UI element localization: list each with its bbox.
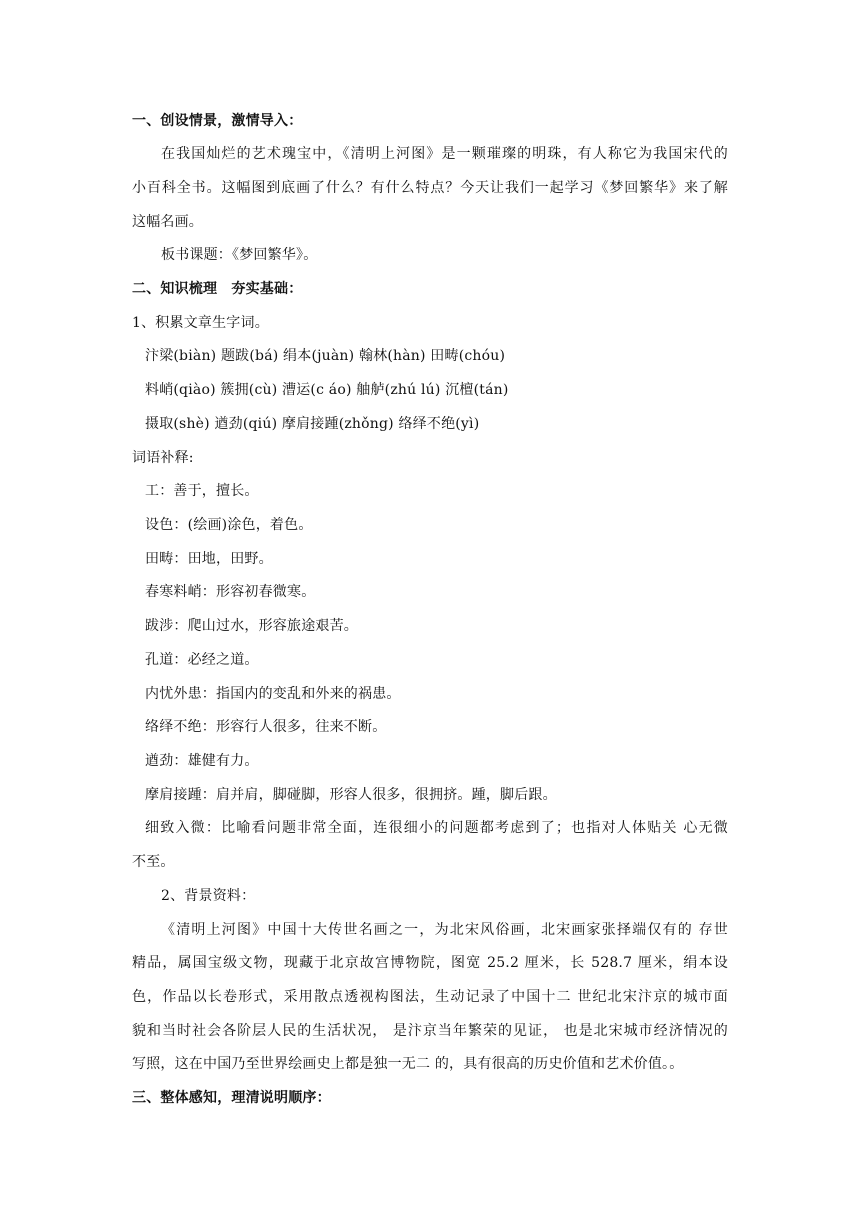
definition-item: 遒劲：雄健有力。: [145, 753, 259, 769]
section-1-heading: 一、创设情景，激情导入：: [132, 113, 303, 129]
detail-definition-line-1: 细致入微：比喻看问题非常全面，连很细小的问题都考虑到了；也指对人体贴关 心无微: [145, 820, 728, 836]
background-paragraph-line-5: 写照，这在中国乃至世界绘画史上都是独一无二 的，具有很高的历史价值和艺术价值。。: [132, 1056, 684, 1072]
vocabulary-line-1: 汴梁(biàn) 题跋(bá) 绢本(juàn) 翰林(hàn) 田畴(chóu): [145, 348, 506, 364]
vocabulary-line-2: 料峭(qiào) 簇拥(cù) 漕运(c áo) 舳舻(zhú lú) 沉檀(tán): [145, 382, 509, 398]
supplement-label: 词语补释:: [132, 450, 194, 466]
subsection-background-title: 2、背景资料：: [161, 888, 256, 904]
board-title-line: 板书课题：《梦回繁华》。: [161, 247, 318, 263]
detail-definition-line-2: 不至。: [132, 854, 175, 870]
intro-paragraph-line-1: 在我国灿烂的艺术瑰宝中，《清明上河图》是一颗璀璨的明珠，有人称它为我国宋代的: [161, 146, 728, 162]
background-paragraph-line-4: 貌和当时社会各阶层人民的生活状况， 是汴京当年繁荣的见证， 也是北宋城市经济情况的: [132, 1023, 728, 1039]
definition-item: 摩肩接踵：肩并肩，脚碰脚，形容人很多，很拥挤。踵，脚后跟。: [145, 787, 557, 803]
background-paragraph-line-1: 《清明上河图》中国十大传世名画之一，为北宋风俗画，北宋画家张择端仅有的 存世: [161, 922, 728, 938]
definition-item: 络绎不绝：形容行人很多，往来不断。: [145, 719, 387, 735]
section-2-heading: 二、知识梳理 夯实基础：: [132, 281, 303, 297]
definition-item: 设色：(绘画)涂色，着色。: [145, 517, 313, 533]
definition-item: 田畴：田地，田野。: [145, 551, 273, 567]
definition-item: 工：善于，擅长。: [145, 483, 259, 499]
intro-paragraph-line-2: 小百科全书。这幅图到底画了什么？有什么特点？今天让我们一起学习《梦回繁华》来了解: [132, 180, 728, 196]
background-paragraph-line-2: 精品，属国宝级文物，现藏于北京故宫博物院，图宽 25.2 厘米，长 528.7 厘米，绢本设: [132, 955, 728, 971]
section-3-heading: 三、整体感知，理清说明顺序：: [132, 1090, 331, 1106]
vocabulary-line-3: 摄取(shè) 遒劲(qiú) 摩肩接踵(zhǒng) 络绎不绝(yì): [145, 416, 480, 432]
intro-paragraph-line-3: 这幅名画。: [132, 214, 203, 230]
definition-item: 内忧外患：指国内的变乱和外来的祸患。: [145, 686, 401, 702]
definition-item: 跋涉：爬山过水，形容旅途艰苦。: [145, 618, 358, 634]
background-paragraph-line-3: 色，作品以长卷形式，采用散点透视构图法，生动记录了中国十二 世纪北宋汴京的城市面: [132, 989, 728, 1005]
definition-item: 春寒料峭：形容初春微寒。: [145, 584, 316, 600]
definition-item: 孔道：必经之道。: [145, 652, 259, 668]
subsection-vocabulary-title: 1、积累文章生字词。: [132, 315, 269, 331]
